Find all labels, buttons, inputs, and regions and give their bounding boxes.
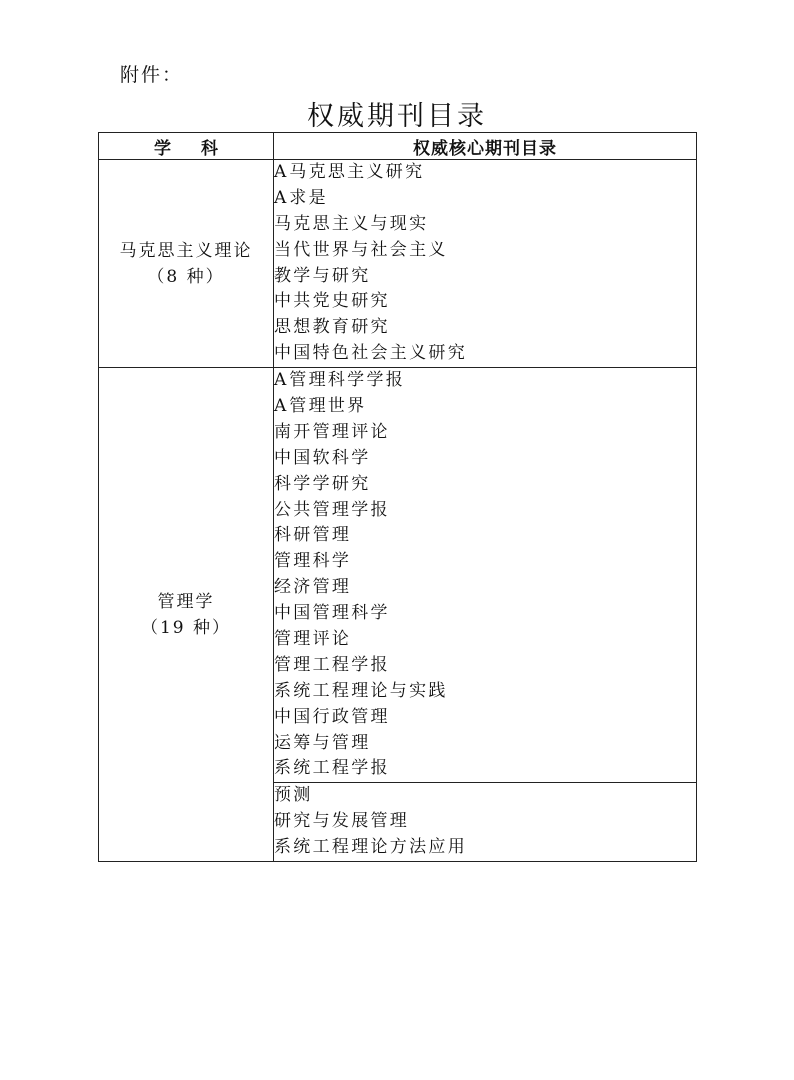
subject-name: 马克思主义理论: [119, 240, 253, 261]
subject-row-management: [99, 368, 697, 783]
journal-entry: [274, 446, 696, 472]
journal-entry: [274, 601, 696, 627]
journal-grade: A: [274, 370, 287, 391]
journal-name: 中国特色社会主义研究: [274, 343, 467, 364]
journals-column-header: 权威核心期刊目录: [274, 133, 697, 160]
journal-grade: A: [274, 187, 287, 208]
journal-entry: [274, 835, 696, 861]
journal-entry: [274, 472, 696, 498]
journal-name: 经济管理: [274, 577, 352, 598]
subject-count: （19 种）: [140, 617, 232, 638]
journal-name: 研究与发展管理: [274, 811, 410, 832]
attachment-label: 附件：: [120, 64, 184, 86]
journal-name: 运筹与管理: [274, 732, 371, 753]
journal-list-cell: [274, 783, 697, 862]
subject-name: 管理学: [157, 591, 215, 612]
journal-entry: [274, 575, 696, 601]
journal-name: 预测: [274, 785, 313, 806]
journal-name: 管理科学: [274, 551, 352, 572]
journal-entry: [274, 523, 696, 549]
journal-entry: [274, 368, 696, 394]
journal-entry: [274, 756, 696, 782]
journal-catalog-table: [98, 132, 697, 862]
journal-entry: [274, 731, 696, 757]
journal-name: 管理评论: [274, 629, 352, 650]
journal-entry: [274, 498, 696, 524]
journal-grade: A: [274, 162, 287, 182]
subject-row-marxism: [99, 160, 697, 368]
journal-name: 南开管理评论: [274, 421, 390, 442]
journal-entry: [274, 238, 696, 264]
journal-name: 管理科学学报: [289, 370, 406, 391]
journal-name: 管理世界: [289, 396, 367, 417]
journal-name: 求是: [289, 187, 328, 208]
journal-name: 马克思主义与现实: [274, 213, 429, 234]
journal-name: 管理工程学报: [274, 654, 390, 675]
journal-entry: [274, 549, 696, 575]
journal-entry: [274, 341, 696, 367]
journal-name: 中共党史研究: [274, 291, 390, 312]
subject-cell: [99, 368, 274, 862]
journal-name: 公共管理学报: [274, 499, 390, 520]
journal-entry: [274, 160, 696, 186]
journal-entry: [274, 783, 696, 809]
subject-cell: [99, 160, 274, 368]
journal-name: 系统工程学报: [274, 758, 390, 779]
subject-column-header: 学 科: [99, 133, 274, 160]
subject-count: （8 种）: [147, 266, 225, 287]
journal-name: 马克思主义研究: [289, 162, 425, 182]
journal-name: 中国软科学: [274, 447, 371, 468]
journal-name: 科研管理: [274, 525, 352, 546]
journal-entry: [274, 289, 696, 315]
journal-name: 当代世界与社会主义: [274, 239, 448, 260]
journal-name: 科学学研究: [274, 473, 371, 494]
journal-entry: [274, 653, 696, 679]
journal-entry: [274, 705, 696, 731]
journal-entry: [274, 264, 696, 290]
journal-name: 系统工程理论方法应用: [274, 837, 467, 858]
journal-entry: [274, 679, 696, 705]
journal-name: 系统工程理论与实践: [274, 680, 448, 701]
journal-name: 思想教育研究: [274, 317, 390, 338]
journal-entry: [274, 809, 696, 835]
journal-list-cell: [274, 368, 697, 783]
journal-name: 中国管理科学: [274, 603, 390, 624]
journal-grade: A: [274, 396, 287, 417]
journal-entry: [274, 394, 696, 420]
journal-entry: [274, 186, 696, 212]
journal-entry: [274, 627, 696, 653]
table-header-row: [99, 133, 697, 160]
journal-list-cell: [274, 160, 697, 368]
journal-name: 教学与研究: [274, 265, 371, 286]
journal-entry: [274, 212, 696, 238]
journal-entry: [274, 315, 696, 341]
journal-entry: [274, 420, 696, 446]
journal-name: 中国行政管理: [274, 706, 390, 727]
document-title: 权威期刊目录: [307, 101, 487, 132]
